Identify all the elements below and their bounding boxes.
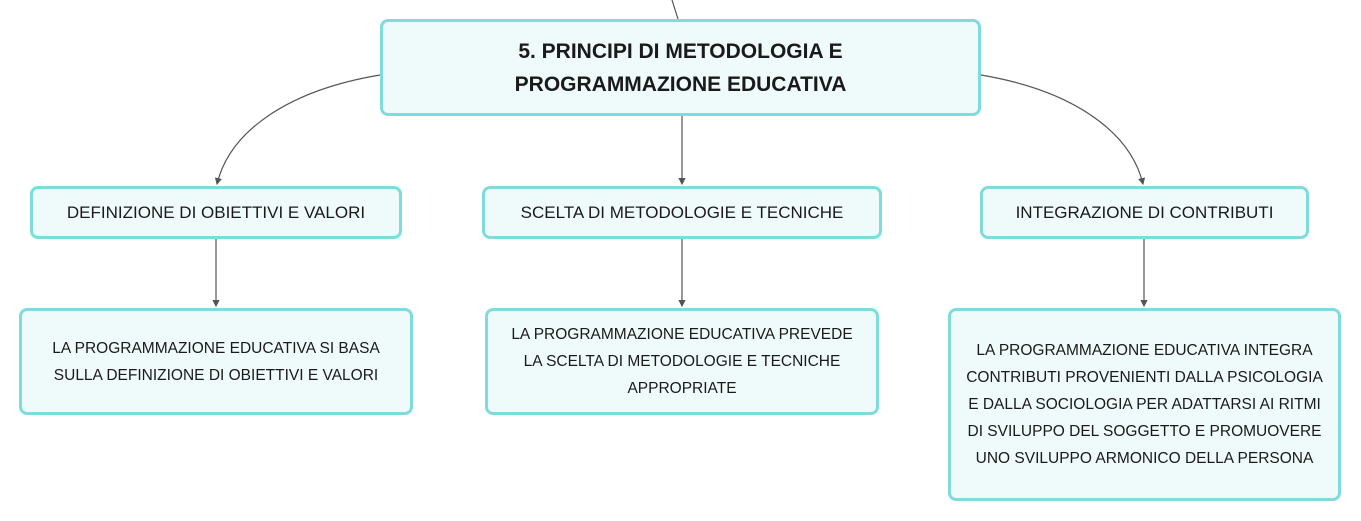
connector-root-to-branch-3 [981,75,1143,184]
branch-node-methodologies[interactable] [482,186,882,239]
branch-node-contributions[interactable] [980,186,1309,239]
leaf-node-objectives[interactable] [19,308,413,415]
leaf-node-text: LA PROGRAMMAZIONE EDUCATIVA PREVEDE LA SCELTA DI METODOLOGIE E TECNICHE APPROPRIATE [511,326,853,397]
leaf-node-methodologies[interactable] [485,308,879,415]
leaf-node-text: LA PROGRAMMAZIONE EDUCATIVA SI BASA SULLA DEFINIZIONE DI OBIETTIVI E VALORI [52,339,380,384]
branch-node-label: INTEGRAZIONE DI CONTRIBUTI [1015,202,1274,222]
root-node[interactable] [380,19,981,116]
connector-parent-to-root [672,0,678,19]
connector-root-to-branch-1 [217,75,380,184]
branch-node-objectives[interactable] [30,186,402,239]
branch-node-label: DEFINIZIONE DI OBIETTIVI E VALORI [66,202,366,222]
branch-node-label: SCELTA DI METODOLOGIE E TECNICHE [520,202,844,222]
leaf-node-contributions[interactable] [948,308,1341,501]
leaf-node-text: LA PROGRAMMAZIONE EDUCATIVA INTEGRA CONTRIBUTI PROVENIENTI DALLA PSICOLOGIA E DALLA SOCIOLOGIA PER ADATTARSI AI RITMI DI SVILUPPO DEL SOGGETTO E PROMUOVERE UNO SVILUPPO ARMONICO DELLA PERSONA [966,342,1323,467]
root-node-title: 5. PRINCIPI DI METODOLOGIA E PROGRAMMAZIONE EDUCATIVA [514,39,847,96]
